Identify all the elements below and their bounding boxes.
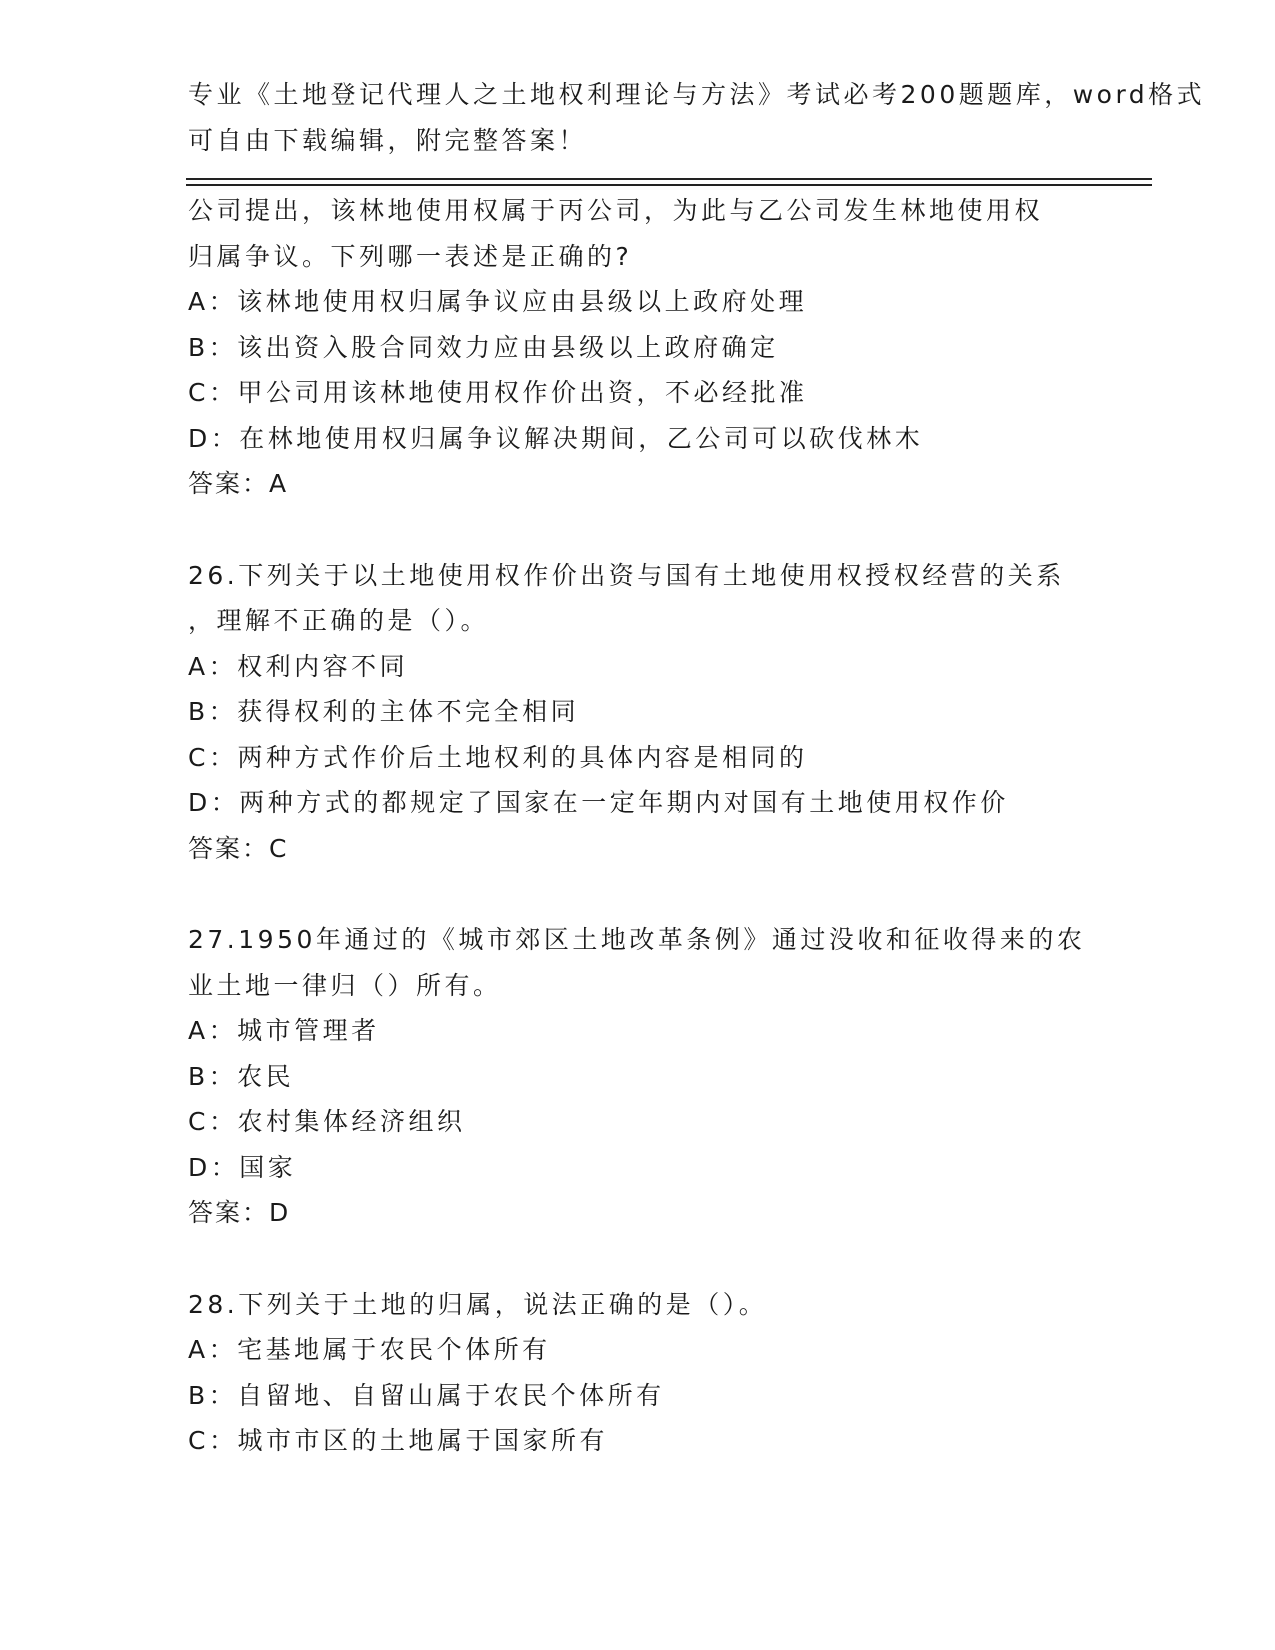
document-header xyxy=(188,72,1206,163)
option-d: D：在林地使用权归属争议解决期间，乙公司可以砍伐林木 xyxy=(188,423,924,453)
answer: 答案：D xyxy=(188,1198,291,1227)
question-stem: 归属争议。下列哪一表述是正确的? xyxy=(188,241,633,271)
option-a: A：权利内容不同 xyxy=(188,651,409,681)
document-body xyxy=(188,188,1088,1464)
option-b: B：自留地、自留山属于农民个体所有 xyxy=(188,1380,665,1410)
option-a: A：宅基地属于农民个体所有 xyxy=(188,1335,551,1364)
option-c: C：甲公司用该林地使用权作价出资，不必经批准 xyxy=(188,378,808,407)
option-b: B：农民 xyxy=(188,1061,295,1091)
question-stem: 27.1950年通过的《城市郊区土地改革条例》通过没收和征收得来的农 xyxy=(188,925,1086,954)
question-28 xyxy=(188,1282,1088,1464)
header-divider-bottom xyxy=(186,184,1152,186)
question-stem: 业土地一律归（）所有。 xyxy=(188,970,502,1000)
option-c: C：农村集体经济组织 xyxy=(188,1107,466,1136)
option-b: B：获得权利的主体不完全相同 xyxy=(188,697,580,726)
header-line-2: 可自由下载编辑，附完整答案！ xyxy=(188,125,588,155)
question-stem: ，理解不正确的是（）。 xyxy=(188,606,490,635)
answer: 答案：C xyxy=(188,833,289,863)
option-d: D：国家 xyxy=(188,1152,297,1182)
question-gap xyxy=(188,1236,1088,1282)
option-c: C：城市市区的土地属于国家所有 xyxy=(188,1426,608,1455)
question-27 xyxy=(188,917,1088,1236)
question-gap xyxy=(188,507,1088,553)
question-stem: 26.下列关于以土地使用权作价出资与国有土地使用权授权经营的关系 xyxy=(188,560,1065,590)
question-26 xyxy=(188,553,1088,872)
option-c: C：两种方式作价后土地权利的具体内容是相同的 xyxy=(188,742,808,772)
header-divider-top xyxy=(186,178,1152,180)
question-gap xyxy=(188,871,1088,917)
option-d: D：两种方式的都规定了国家在一定年期内对国有土地使用权作价 xyxy=(188,788,1009,817)
header-line-1: 专业《土地登记代理人之土地权利理论与方法》考试必考200题题库，word格式 xyxy=(188,80,1206,109)
question-stem: 28.下列关于土地的归属，说法正确的是（）。 xyxy=(188,1289,768,1319)
answer: 答案：A xyxy=(188,469,289,498)
option-a: A：城市管理者 xyxy=(188,1016,380,1045)
question-25 xyxy=(188,188,1088,507)
option-a: A：该林地使用权归属争议应由县级以上政府处理 xyxy=(188,287,808,316)
option-b: B：该出资入股合同效力应由县级以上政府确定 xyxy=(188,332,779,362)
question-stem: 公司提出，该林地使用权属于丙公司，为此与乙公司发生林地使用权 xyxy=(188,196,1044,225)
